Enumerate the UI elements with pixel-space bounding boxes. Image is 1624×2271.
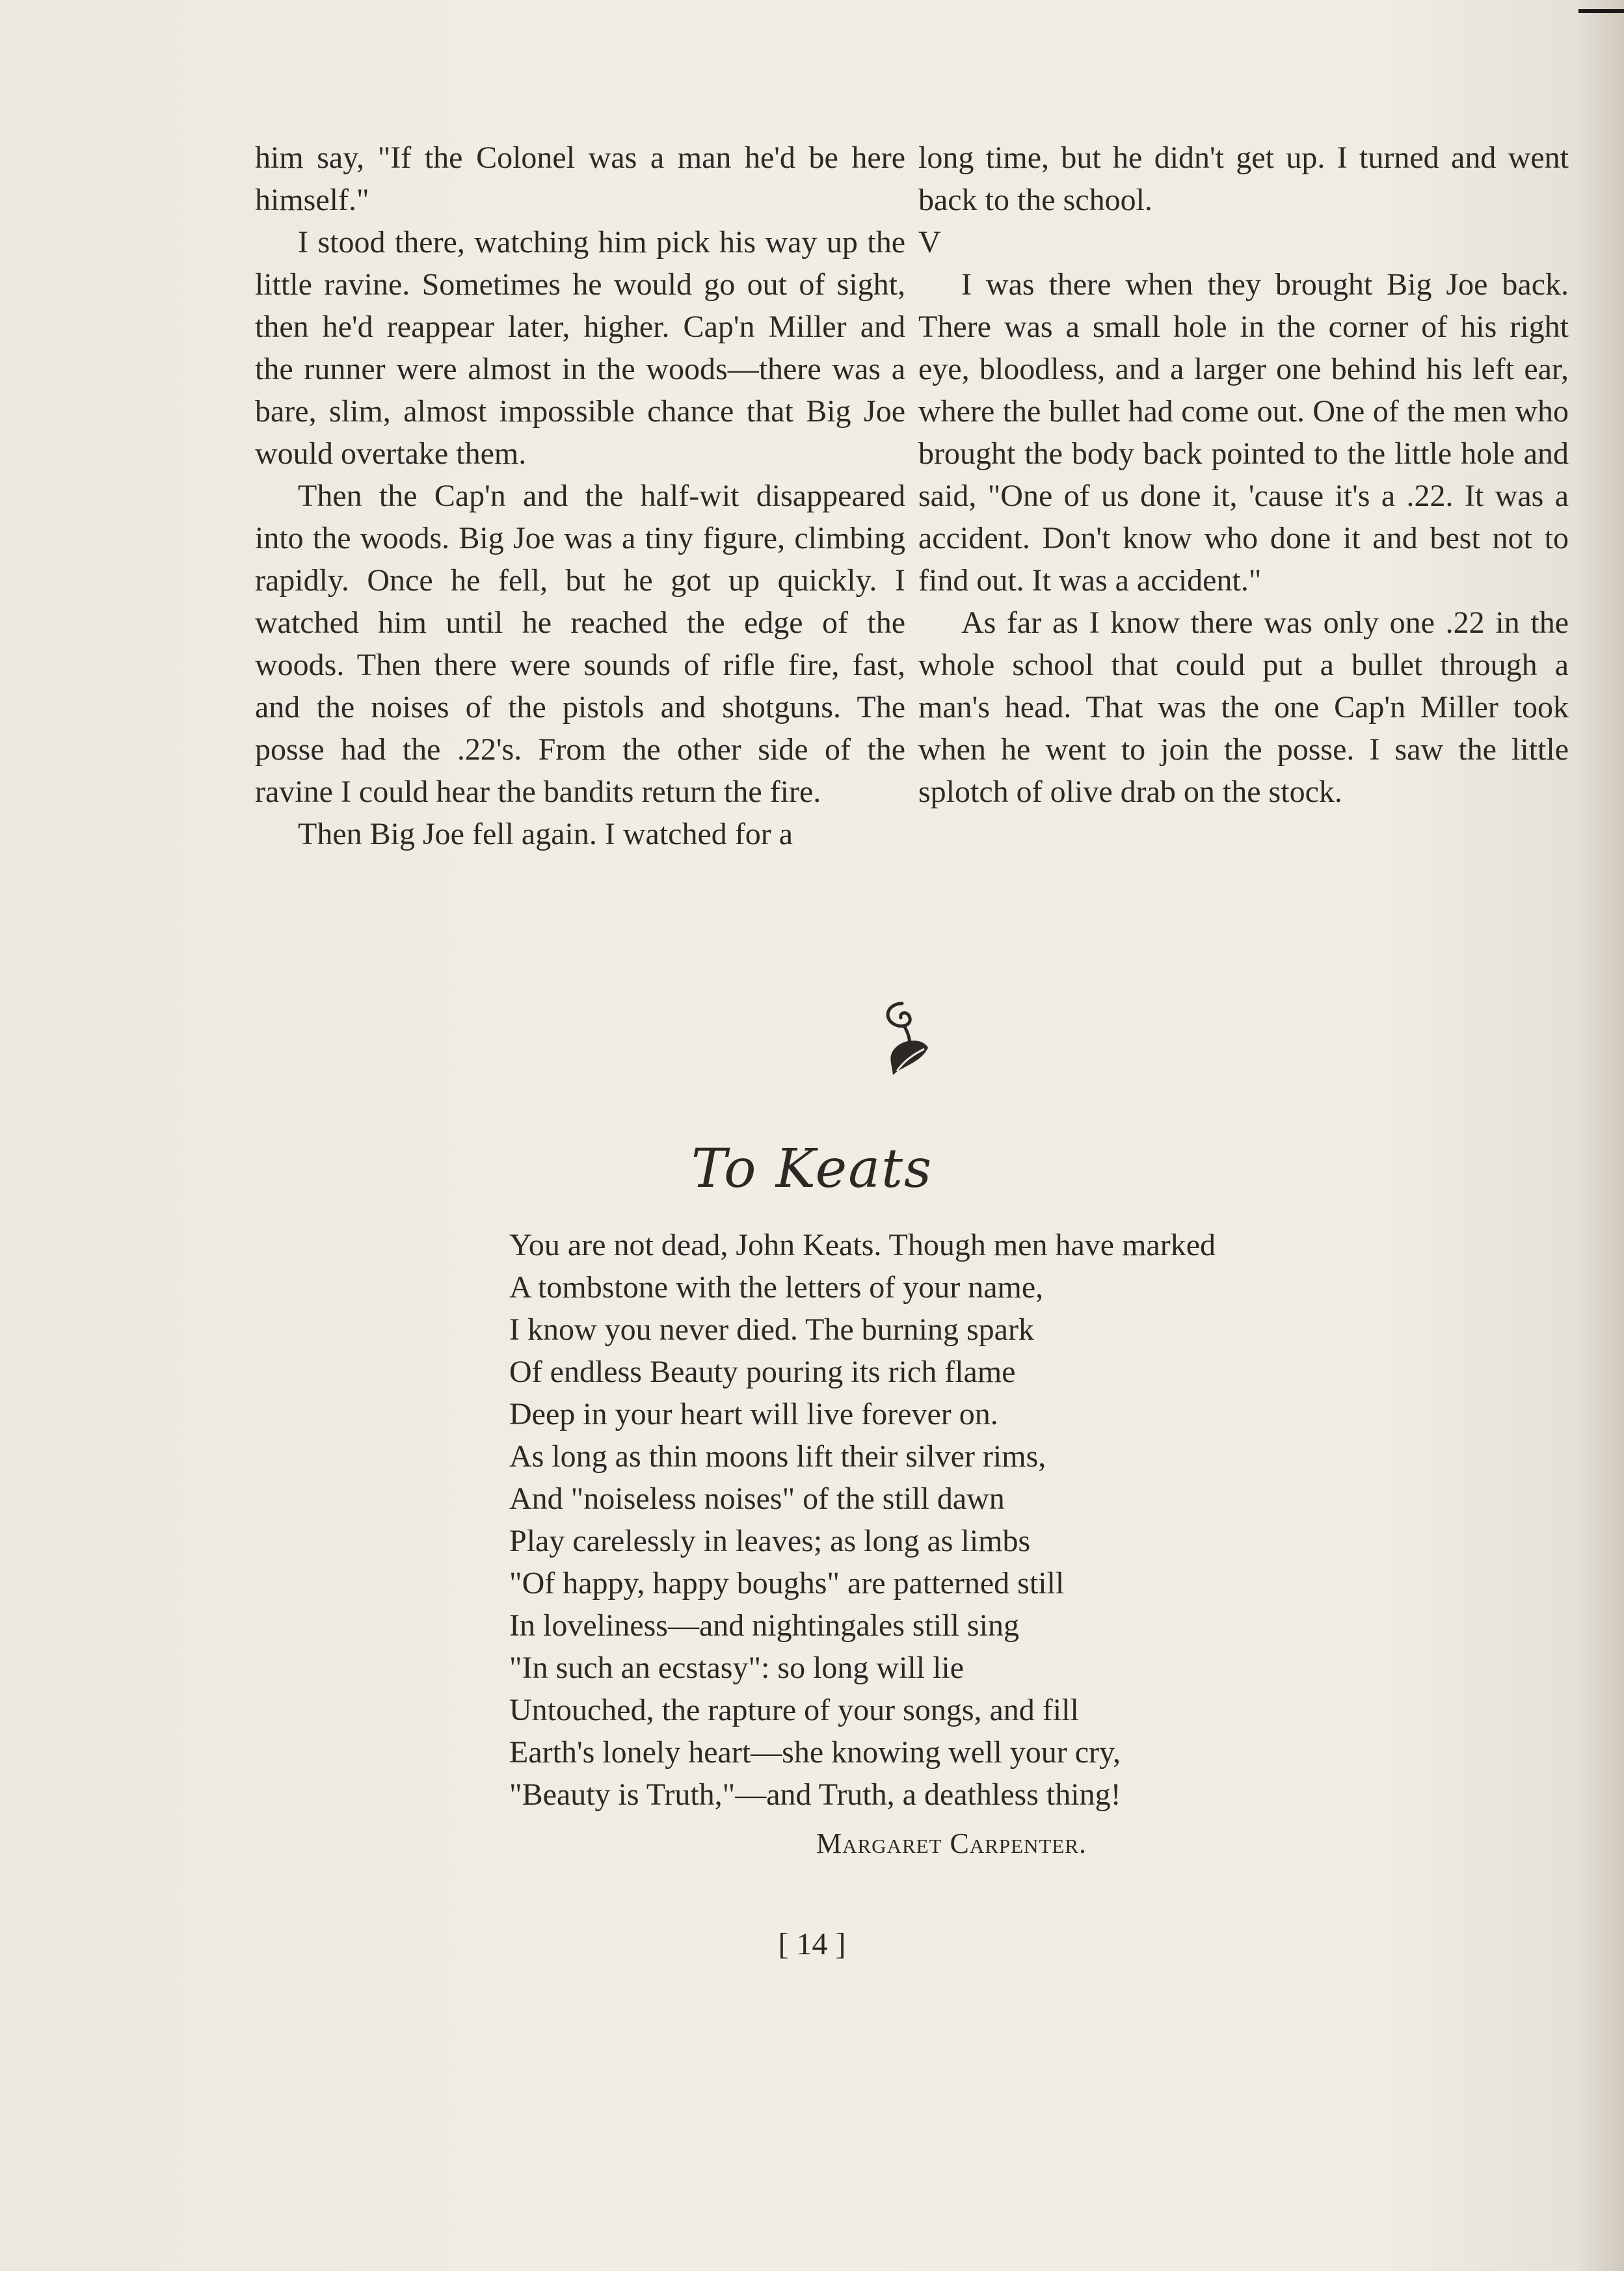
poem-line: And "noiseless noises" of the still dawn (509, 1481, 1005, 1516)
poem (509, 1224, 1355, 1816)
poem-line: As long as thin moons lift their silver rims, (509, 1439, 1046, 1474)
poem-line: Deep in your heart will live forever on. (509, 1397, 998, 1431)
poem-line: You are not dead, John Keats. Though men have marked (509, 1228, 1216, 1262)
poem-line: In loveliness—and nightingales still sing (509, 1608, 1019, 1643)
poem-author: Margaret Carpenter. (816, 1827, 1087, 1859)
paragraph: As far as I know there was only one .22 in the whole school that could put a bullet through a man's head. That was the one Cap'n Miller took when he went to join the posse. I saw the little splotch of olive drab on the stock. (918, 605, 1569, 809)
poem-line: Untouched, the rapture of your songs, and fill (509, 1693, 1079, 1727)
paragraph: I was there when they brought Big Joe back. There was a small hole in the corner of his right eye, bloodless, and a larger one behind his left ear, where the bullet had come out. One of the men who brought the body back pointed to the little hole and said, "One of us done it, 'cause it's a .22. It was a accident. Don't know who done it and best not to find out. It was a accident." (918, 267, 1569, 598)
paragraph: Then the Cap'n and the half-wit disappeared into the woods. Big Joe was a tiny figure, climbing rapidly. Once he fell, but he got up quickly. I watched him until he reached the edge of the woods. Then there were sounds of rifle fire, fast, and the noises of the pistols and shotguns. The posse had the .22's. From the other side of the ravine I could hear the bandits return the fire. (255, 479, 905, 809)
poem-line: "In such an ecstasy": so long will lie (509, 1651, 965, 1685)
section-number: V (918, 225, 941, 259)
poem-title: To Keats (691, 1138, 933, 1200)
poem-line: Earth's lonely heart—she knowing well your cry, (509, 1735, 1121, 1770)
page-number: [ 14 ] (778, 1927, 846, 1961)
left-column (255, 137, 905, 855)
poem-line: I know you never died. The burning spark (509, 1312, 1034, 1347)
right-column (918, 137, 1569, 813)
edge-mark (1578, 9, 1624, 13)
poem-line: "Beauty is Truth,"—and Truth, a deathless thing! (509, 1777, 1121, 1812)
poem-line: Of endless Beauty pouring its rich flame (509, 1355, 1016, 1389)
paragraph: Then Big Joe fell again. I watched for a (298, 817, 793, 851)
poem-line: "Of happy, happy boughs" are patterned still (509, 1566, 1065, 1600)
poem-line: A tombstone with the letters of your name, (509, 1270, 1044, 1305)
poem-line: Play carelessly in leaves; as long as limbs (509, 1524, 1031, 1558)
paragraph: I stood there, watching him pick his way up the little ravine. Sometimes he would go out of sight, then he'd reappear later, higher. Cap'n Miller and the runner were almost in the woods—there was a bare, slim, almost impossible chance that Big Joe would overtake them. (255, 225, 905, 471)
paragraph: him say, "If the Colonel was a man he'd be here himself." (255, 140, 905, 217)
paragraph: long time, but he didn't get up. I turned and went back to the school. (918, 140, 1569, 217)
leaf-ornament-icon (868, 998, 940, 1083)
